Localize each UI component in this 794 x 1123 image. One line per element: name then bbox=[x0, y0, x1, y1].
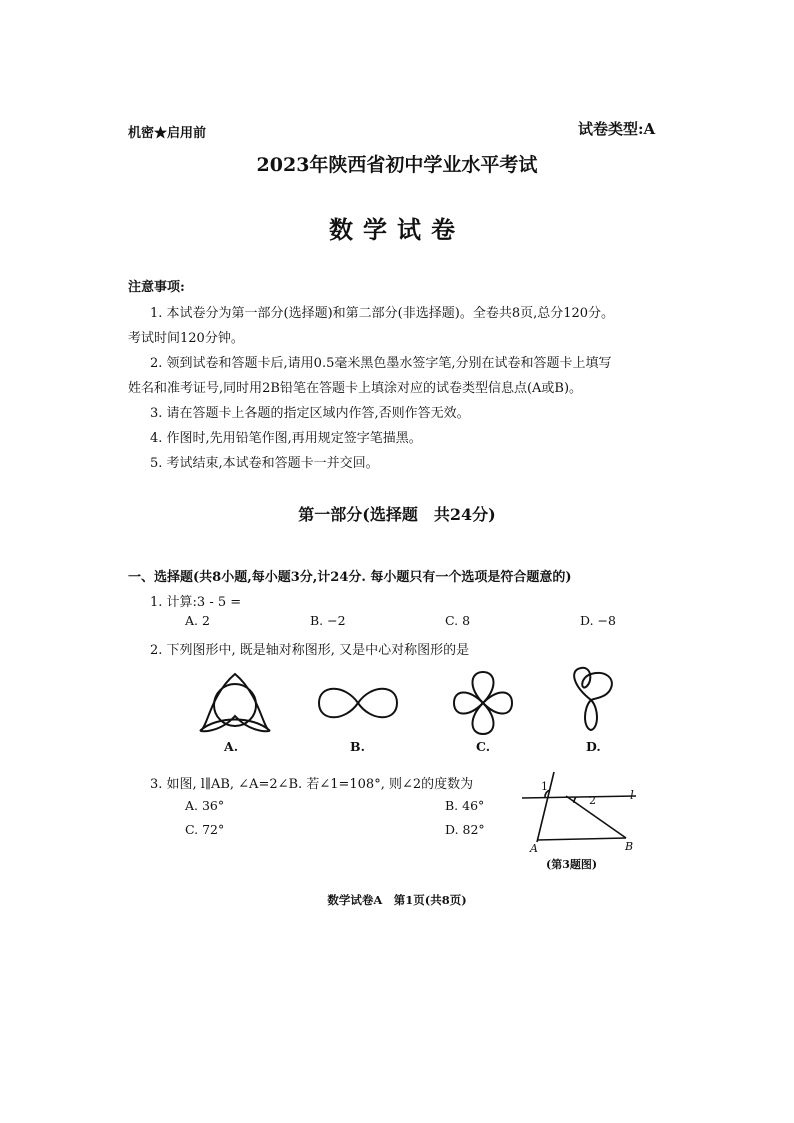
note-line: 3. 请在答题卡上各题的指定区域内作答,否则作答无效。 bbox=[150, 406, 470, 421]
point-b-label: B bbox=[625, 840, 634, 853]
subject-title: 数学试卷 bbox=[329, 215, 465, 244]
exam-title: 2023年陕西省初中学业水平考试 bbox=[256, 154, 538, 176]
q3-option-a: A. 36° bbox=[185, 798, 225, 813]
paper-type-label: 试卷类型:A bbox=[578, 120, 656, 138]
angle-1-label: 1 bbox=[541, 780, 548, 793]
line-l-label: l bbox=[630, 788, 634, 802]
knot-figure bbox=[565, 664, 617, 736]
infinity-figure bbox=[315, 680, 401, 726]
note-line: 姓名和准考证号,同时用2B铅笔在答题卡上填涂对应的试卷类型信息点(A或B)。 bbox=[128, 381, 583, 396]
note-line: 2. 领到试卷和答题卡后,请用0.5毫米黑色墨水签字笔,分别在试卷和答题卡上填写 bbox=[150, 356, 612, 371]
note-line: 4. 作图时,先用铅笔作图,再用规定签字笔描黑。 bbox=[150, 431, 422, 446]
segment-b-to-l bbox=[566, 796, 626, 838]
q3-stem: 3. 如图, l∥AB, ∠A=2∠B. 若∠1=108°, 则∠2的度数为 bbox=[150, 777, 474, 792]
point-a-label: A bbox=[530, 842, 538, 855]
q1-option-c: C. 8 bbox=[445, 613, 471, 628]
q1-option-d: D. −8 bbox=[580, 613, 616, 628]
section-heading: 一、选择题(共8小题,每小题3分,计24分. 每小题只有一个选项是符合题意的) bbox=[128, 570, 572, 585]
note-line: 1. 本试卷分为第一部分(选择题)和第二部分(非选择题)。全卷共8页,总分120分。 bbox=[150, 306, 615, 321]
q3-option-c: C. 72° bbox=[185, 822, 225, 837]
part-title: 第一部分(选择题 共24分) bbox=[298, 505, 496, 524]
clover-figure bbox=[450, 668, 516, 738]
page-footer: 数学试卷A 第1页(共8页) bbox=[327, 893, 467, 907]
q2-option-b: B. bbox=[350, 739, 365, 754]
line-l bbox=[522, 796, 636, 798]
confidential-label: 机密★启用前 bbox=[128, 126, 207, 141]
q3-option-d: D. 82° bbox=[445, 822, 485, 837]
figure-caption: (第3题图) bbox=[546, 858, 598, 871]
notes-heading: 注意事项: bbox=[128, 280, 185, 295]
angle-2-label: 2 bbox=[589, 794, 596, 807]
q2-option-d: D. bbox=[586, 739, 601, 754]
q1-option-b: B. −2 bbox=[310, 613, 346, 628]
q2-stem: 2. 下列图形中, 既是轴对称图形, 又是中心对称图形的是 bbox=[150, 643, 470, 658]
q3-geometry-figure bbox=[520, 770, 640, 850]
segment-ab bbox=[537, 838, 626, 840]
triquetra-figure bbox=[197, 668, 273, 736]
q3-option-b: B. 46° bbox=[445, 798, 485, 813]
note-line: 5. 考试结束,本试卷和答题卡一并交回。 bbox=[150, 456, 379, 471]
q1-option-a: A. 2 bbox=[185, 613, 210, 628]
q2-option-c: C. bbox=[476, 739, 491, 754]
q1-stem: 1. 计算:3 - 5 = bbox=[150, 595, 242, 610]
q2-option-a: A. bbox=[224, 739, 239, 754]
note-line: 考试时间120分钟。 bbox=[128, 331, 244, 346]
